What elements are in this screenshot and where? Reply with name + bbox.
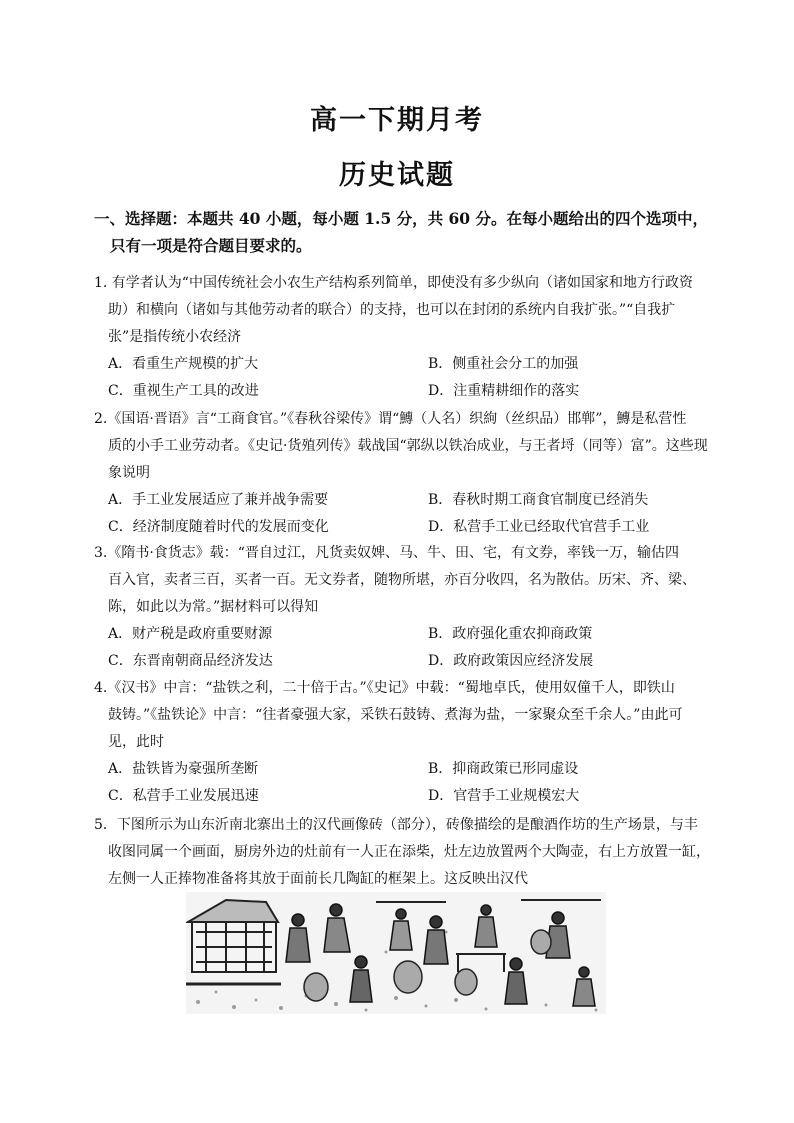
option-list [94, 756, 712, 810]
question-2 [94, 406, 712, 541]
option-list [94, 487, 712, 541]
option-d[interactable]: D．政府政策因应经济发展 [428, 653, 594, 669]
question-stem [94, 675, 712, 756]
option-a[interactable]: A．盐铁皆为豪强所垄断 [108, 761, 259, 777]
stem-line: 象说明 [108, 465, 150, 481]
question-stem [94, 812, 712, 893]
stem-line: 陈，如此以为常。”据材料可以得知 [108, 599, 319, 615]
question-stem [94, 270, 712, 351]
option-c[interactable]: C．重视生产工具的改进 [108, 383, 259, 399]
option-b[interactable]: B．侧重社会分工的加强 [428, 356, 579, 372]
option-c[interactable]: C．经济制度随着时代的发展而变化 [108, 519, 329, 535]
stem-line: 质的小手工业劳动者。《史记·货殖列传》载战国“郭纵以铁冶成业，与王者埒（同等）富”。这些现 [108, 438, 708, 454]
option-d[interactable]: D．注重精耕细作的落实 [428, 383, 580, 399]
section-heading [94, 205, 714, 259]
option-d[interactable]: D．私营手工业已经取代官营手工业 [428, 519, 650, 535]
stem-line: 3.《隋书·食货志》载：“晋自过江，凡货卖奴婢、马、牛、田、宅，有文券，率钱一万，输估四 [94, 545, 679, 561]
question-1 [94, 270, 712, 405]
option-a[interactable]: A．看重生产规模的扩大 [108, 356, 259, 372]
option-b[interactable]: B．政府强化重农抑商政策 [428, 626, 593, 642]
stem-line: 张”是指传统小农经济 [108, 329, 242, 345]
stem-line: 百入官，卖者三百，买者一百。无文券者，随物所堪，亦百分收四，名为散估。历宋、齐、梁、 [108, 572, 696, 588]
option-b[interactable]: B．春秋时期工商食官制度已经消失 [428, 492, 649, 508]
option-a[interactable]: A．财产税是政府重要财源 [108, 626, 273, 642]
stem-line: 收图同属一个画面，厨房外边的灶前有一人正在添柴，灶左边放置两个大陶壶，右上方放置一缸， [108, 844, 710, 860]
stem-line: 鼓铸。”《盐铁论》中言：“往者豪强大家，采铁石鼓铸、煮海为盐，一家聚众至千余人。”由此可 [108, 707, 683, 723]
option-list [94, 351, 712, 405]
exam-title: 高一下期月考 [310, 105, 484, 136]
option-b[interactable]: B．抑商政策已形同虚设 [428, 761, 579, 777]
option-c[interactable]: C．私营手工业发展迅速 [108, 788, 259, 804]
stem-line: 1. 有学者认为“中国传统社会小农生产结构系列简单，即使没有多少纵向（诸如国家和地方行政资 [94, 275, 693, 291]
question-stem [94, 540, 712, 621]
stem-line: 左侧一人正捧物准备将其放于面前长几陶缸的框架上。这反映出汉代 [108, 871, 528, 887]
stem-line: 5．下图所示为山东沂南北寨出土的汉代画像砖（部分），砖像描绘的是酿酒作坊的生产场景，与丰 [94, 817, 698, 833]
option-list [94, 621, 712, 675]
stem-line: 见，此时 [108, 734, 164, 750]
section-heading-line2: 只有一项是符合题目要求的。 [110, 236, 312, 255]
stem-line: 2.《国语·晋语》言“工商食官。”《春秋谷梁传》谓“鱄（人名）织絇（丝织品）邯郸”，鱄是私营性 [94, 411, 687, 427]
exam-subtitle: 历史试题 [339, 160, 455, 191]
question-3 [94, 540, 712, 675]
stem-line: 4.《汉书》中言：“盐铁之利，二十倍于古。”《史记》中载：“蜀地卓氏，使用奴僮千人，即铁山 [94, 680, 675, 696]
question-4 [94, 675, 712, 810]
option-c[interactable]: C．东晋南朝商品经济发达 [108, 653, 273, 669]
stem-line: 助）和横向（诸如与其他劳动者的联合）的支持，也可以在封闭的系统内自我扩张。”“自我扩 [108, 302, 676, 318]
option-a[interactable]: A．手工业发展适应了兼并战争需要 [108, 492, 329, 508]
han-brick-relief-image [186, 892, 606, 1014]
question-5 [94, 812, 712, 893]
question-stem [94, 406, 712, 487]
section-heading-line1: 一、选择题：本题共 40 小题，每小题 1.5 分，共 60 分。在每小题给出的四个选项中， [94, 209, 708, 228]
option-d[interactable]: D．官营手工业规模宏大 [428, 788, 580, 804]
